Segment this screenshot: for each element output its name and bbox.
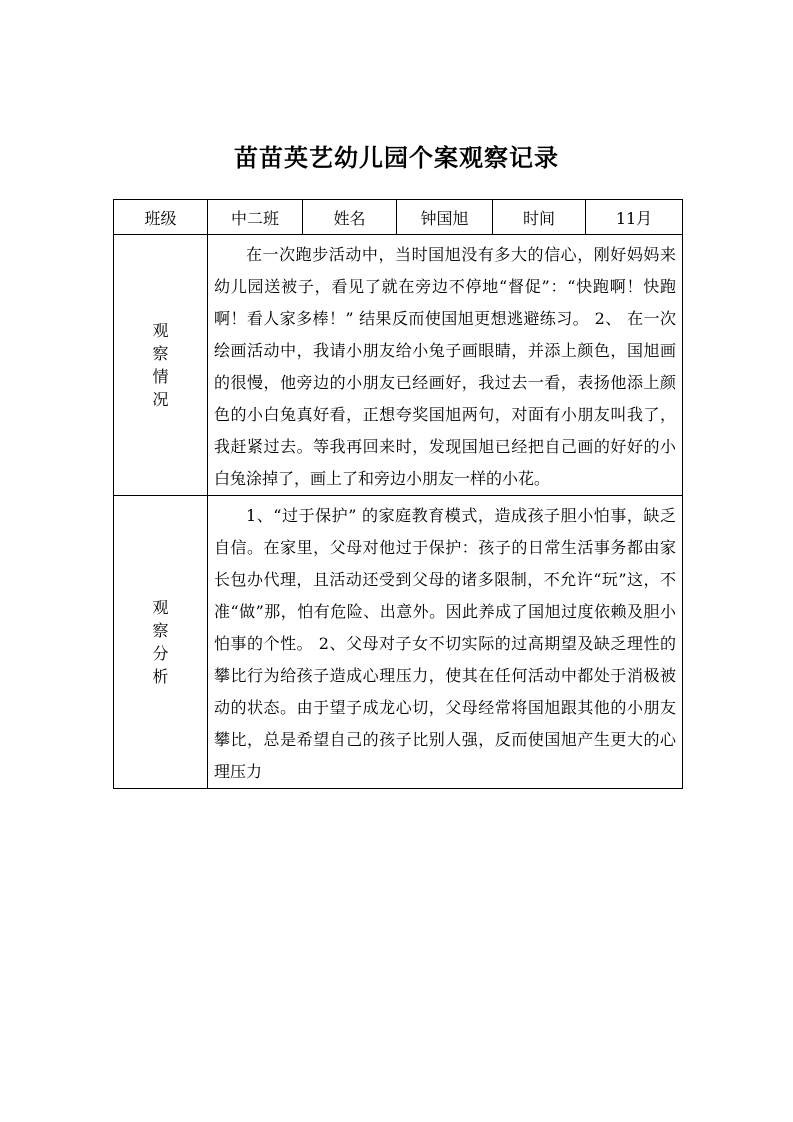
observation-label-char: 察 xyxy=(152,344,169,363)
analysis-label-char: 析 xyxy=(152,667,169,686)
observation-text: 在一次跑步活动中，当时国旭没有多大的信心，刚好妈妈来幼儿园送被子，看见了就在旁边不停地“督促”：“快跑啊！快跑啊！看人家多棒！” 结果反而使国旭更想逃避练习。 2、 在一次绘画活动中，我请小朋友给小兔子画眼睛，并添上颜色，国旭画的很慢，他旁边的小朋友已经画好，我过去一看，表扬他添上颜色的小白兔真好看，正想夸奖国旭两句，对面有小朋友叫我了，我赶紧过去。等我再回来时，发现国旭已经把自己画的好好的小白兔涂掉了，画上了和旁边小朋友一样的小花。 xyxy=(208,235,683,496)
analysis-label-char: 观 xyxy=(152,598,169,617)
analysis-text: 1、“过于保护” 的家庭教育模式，造成孩子胆小怕事，缺乏自信。在家里，父母对他过于保护：孩子的日常生活事务都由家长包办代理，且活动还受到父母的诸多限制，不允许“玩”这，不准“做”那，怕有危险、出意外。因此养成了国旭过度依赖及胆小怕事的个性。 2、父母对子女不切实际的过高期望及缺乏理性的攀比行为给孩子造成心理压力，使其在任何活动中都处于消极被动的状态。由于望子成龙心切，父母经常将国旭跟其他的小朋友攀比，总是希望自己的孩子比别人强，反而使国旭产生更大的心理压力 xyxy=(208,496,683,789)
observation-record-table xyxy=(113,199,683,789)
observation-row xyxy=(114,235,683,496)
analysis-label-char: 分 xyxy=(152,644,169,663)
observation-label-char: 观 xyxy=(152,321,169,340)
observation-label-char: 况 xyxy=(152,390,169,409)
analysis-label xyxy=(114,496,208,789)
observation-label xyxy=(114,235,208,496)
time-value: 11月 xyxy=(586,200,683,235)
analysis-label-char: 察 xyxy=(152,621,169,640)
header-row xyxy=(114,200,683,235)
page-title: 苗苗英艺幼儿园个案观察记录 xyxy=(234,144,559,172)
time-label: 时间 xyxy=(493,200,586,235)
class-label: 班级 xyxy=(114,200,208,235)
name-value: 钟国旭 xyxy=(397,200,493,235)
analysis-row xyxy=(114,496,683,789)
observation-label-char: 情 xyxy=(152,367,169,386)
class-value: 中二班 xyxy=(208,200,303,235)
name-label: 姓名 xyxy=(303,200,397,235)
